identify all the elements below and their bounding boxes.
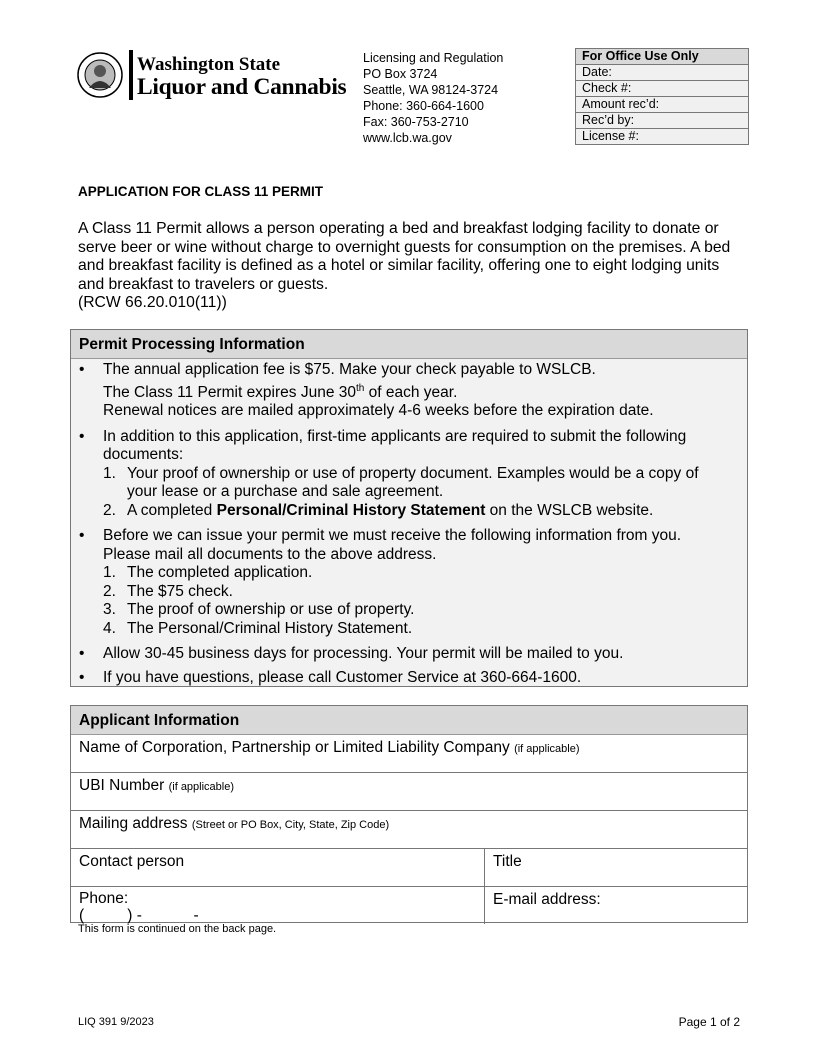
intro-reference: (RCW 66.20.010(11)): [78, 294, 227, 312]
mail-items-list: [103, 564, 737, 638]
mailing-address-field[interactable]: Mailing address (Street or PO Box, City, State, Zip Code): [71, 811, 747, 848]
ubi-number-field[interactable]: UBI Number (if applicable): [71, 773, 747, 810]
permit-info-list: [71, 361, 747, 687]
bullet-text: The annual application fee is $75. Make your check payable to WSLCB.: [103, 361, 596, 378]
logo-line1: Washington State: [137, 54, 281, 75]
section-heading: Applicant Information: [71, 706, 747, 735]
applicant-information-section: [70, 705, 748, 923]
phone-format: ( ) - -: [79, 907, 199, 924]
phone-field[interactable]: Phone: ( ) - -: [71, 887, 484, 924]
office-use-row: License #:: [576, 128, 748, 144]
address-line: Seattle, WA 98124-3724: [363, 83, 499, 97]
corporation-name-row: [71, 735, 747, 773]
address-phone: Phone: 360-664-1600: [363, 99, 484, 113]
section-heading: Permit Processing Information: [71, 330, 747, 359]
numbered-item: 2. The $75 check.: [103, 582, 233, 600]
ubi-row: [71, 773, 747, 811]
office-use-row: Rec’d by:: [576, 112, 748, 128]
email-field[interactable]: E-mail address:: [484, 887, 747, 924]
corporation-name-field[interactable]: Name of Corporation, Partnership or Limited Liability Company (if applicable): [71, 735, 747, 772]
permit-processing-section: [70, 329, 748, 687]
bullet-text: Please mail all documents to the above address.: [103, 545, 437, 563]
address-line: Licensing and Regulation: [363, 51, 504, 65]
list-item: • Allow 30-45 business days for processing. Your permit will be mailed to you.: [71, 645, 747, 664]
bullet-text: Before we can issue your permit we must receive the following information from you.: [103, 527, 682, 545]
bullet-text: If you have questions, please call Customer Service at 360-664-1600.: [103, 668, 582, 686]
email-input[interactable]: [485, 906, 747, 924]
office-use-row: Check #:: [576, 80, 748, 96]
ubi-number-input[interactable]: [71, 792, 747, 810]
address-fax: Fax: 360-753-2710: [363, 115, 469, 129]
title-field[interactable]: Title: [484, 849, 747, 886]
intro-text: A Class 11 Permit allows a person operating a bed and breakfast lodging facility to donate or serve beer or wine without charge to overnight guests for consumption on the premises. A bed and breakfast facility is defined as a hotel or similar facility, offering one to eight lodging units and breakfast to travelers or guests.: [78, 220, 731, 293]
list-item: • In addition to this application, first-time applicants are required to submit the following documents: 1. Your proof of ownership or use of property document. Examples would be a copy of your lease or a purchase and sale agreement. 2. A completed Personal/Criminal History Statement on the WSLCB website.: [71, 428, 747, 521]
mailing-address-row: [71, 811, 747, 849]
numbered-item: 1. The completed application.: [103, 564, 313, 582]
agency-logo: [77, 50, 347, 100]
office-use-title: For Office Use Only: [576, 49, 748, 64]
list-item: • The annual application fee is $75. Make your check payable to WSLCB. The Class 11 Permit expires June 30th of each year. Renewal notices are mailed approximately 4-6 weeks before the expiration date.: [71, 361, 747, 421]
address-website: www.lcb.wa.gov: [363, 131, 452, 145]
logo-divider: [129, 50, 133, 100]
list-item: • Before we can issue your permit we must receive the following information from you. Please mail all documents to the above address. 1. The completed application. 2. The $75 check. 3. The proof of ownership or use of property. 4. The Personal/Criminal History Statement.: [71, 527, 747, 638]
title-input[interactable]: [485, 868, 747, 886]
page-number: Page 1 of 2: [678, 1015, 740, 1029]
state-seal-icon: [77, 52, 123, 98]
required-documents-list: [103, 465, 737, 521]
phone-email-row: [71, 887, 747, 924]
bullet-text: Allow 30-45 business days for processing. Your permit will be mailed to you.: [103, 645, 624, 663]
continued-note: This form is continued on the back page.: [78, 923, 277, 935]
mailing-address-input[interactable]: [71, 830, 747, 848]
intro-paragraph: [78, 220, 748, 313]
page-title: APPLICATION FOR CLASS 11 PERMIT: [78, 184, 324, 199]
address-line: PO Box 3724: [363, 67, 438, 81]
bullet-text: The Class 11 Permit expires June 30th of each year.: [103, 382, 458, 401]
contact-row: [71, 849, 747, 887]
office-use-row: Amount rec’d:: [576, 96, 748, 112]
numbered-item: 2. A completed Personal/Criminal History Statement on the WSLCB website.: [103, 501, 654, 519]
corporation-name-input[interactable]: [71, 754, 747, 772]
bullet-text: Renewal notices are mailed approximately 4-6 weeks before the expiration date.: [103, 402, 654, 420]
office-use-row: Date:: [576, 64, 748, 80]
logo-line2: Liquor and Cannabis: [137, 74, 347, 100]
history-statement-link: Personal/Criminal History Statement: [216, 501, 486, 519]
contact-person-field[interactable]: Contact person: [71, 849, 484, 886]
form-id: LIQ 391 9/2023: [78, 1016, 154, 1028]
numbered-item: 1. Your proof of ownership or use of property document. Examples would be a copy of your lease or a purchase and sale agreement.: [103, 464, 699, 501]
contact-person-input[interactable]: [71, 868, 484, 886]
office-use-table: [575, 48, 749, 145]
list-item: • If you have questions, please call Customer Service at 360-664-1600.: [71, 669, 747, 688]
agency-address: [363, 50, 503, 146]
bullet-text: In addition to this application, first-time applicants are required to submit the following documents:: [103, 427, 687, 464]
numbered-item: 3. The proof of ownership or use of property.: [103, 601, 415, 619]
numbered-item: 4. The Personal/Criminal History Statement.: [103, 619, 413, 637]
